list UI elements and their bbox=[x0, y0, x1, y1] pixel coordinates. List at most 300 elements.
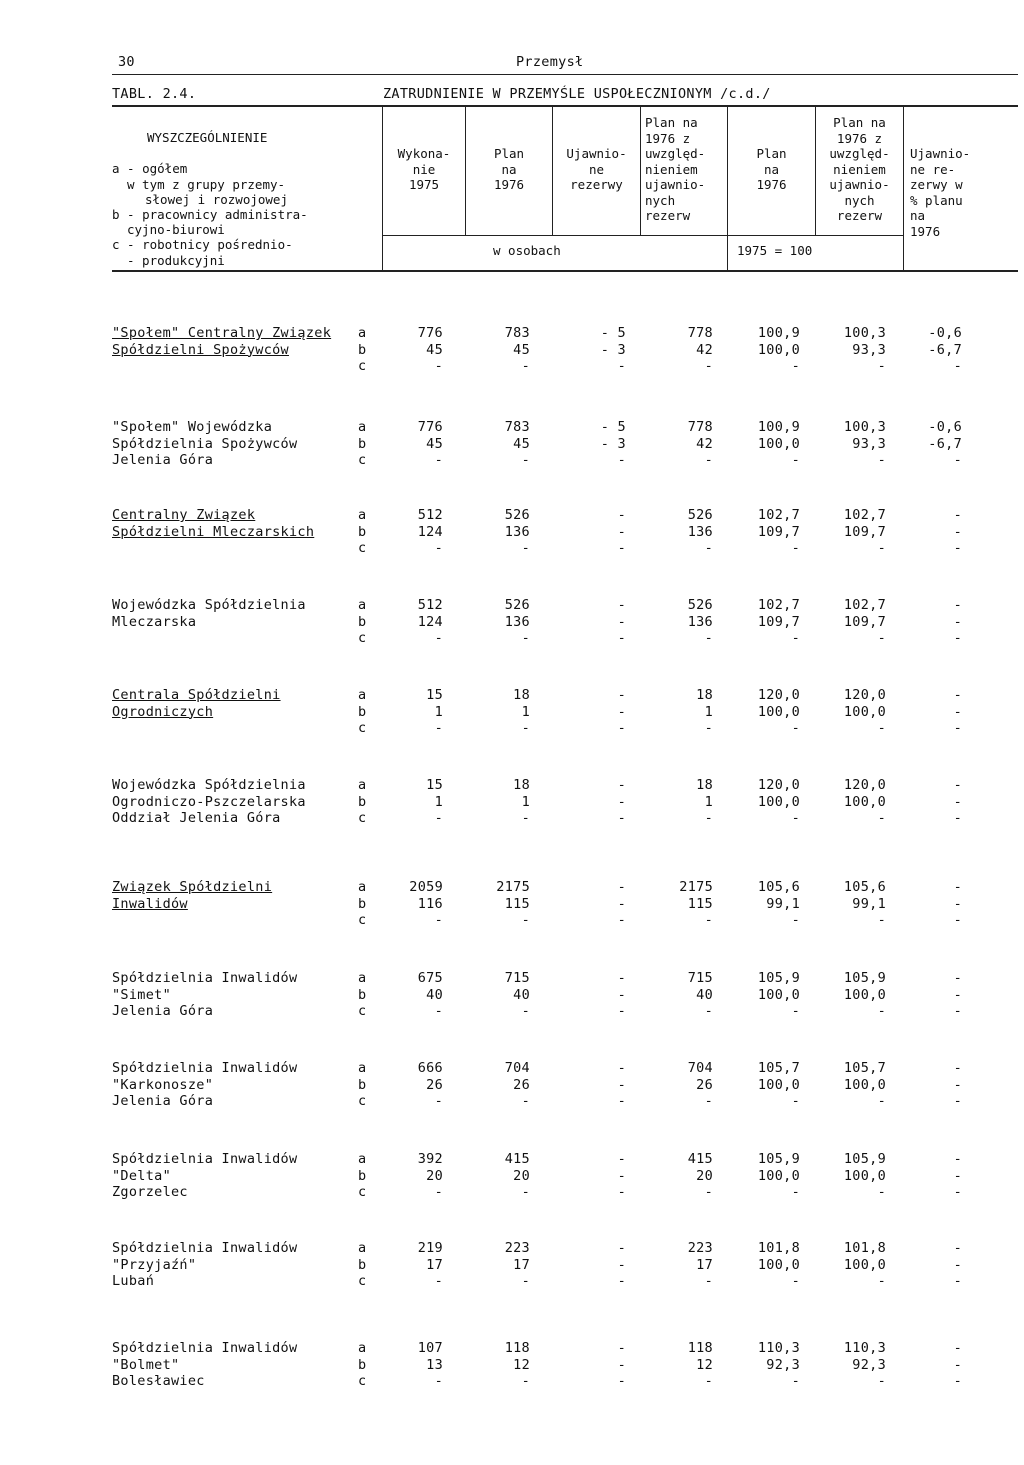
table-cell: 100,0 bbox=[843, 703, 886, 720]
table-cell: 109,7 bbox=[757, 613, 800, 630]
table-cell: - bbox=[953, 1060, 962, 1076]
table-cell: - bbox=[617, 1240, 626, 1256]
table-cell: 415 bbox=[687, 1151, 713, 1167]
table-cell: 100,0 bbox=[757, 341, 800, 358]
table-cell: 45 bbox=[513, 435, 530, 452]
table-cell: 778 bbox=[687, 325, 713, 341]
table-cell: - bbox=[434, 452, 443, 468]
table-cell: 1 bbox=[434, 793, 443, 810]
row-label: Związek Spółdzielni bbox=[112, 879, 273, 895]
table-cell: 100,9 bbox=[757, 419, 800, 435]
table-cell: - bbox=[953, 452, 962, 468]
row-label: "Społem" Wojewódzka bbox=[112, 419, 273, 435]
table-cell: - bbox=[953, 1256, 962, 1273]
col7-header: Ujawnio- ne re- zerwy w % planu na 1976 bbox=[910, 146, 971, 239]
table-cell: - bbox=[953, 1340, 962, 1356]
table-cell: 13 bbox=[426, 1356, 443, 1373]
table-cell: - bbox=[791, 1093, 800, 1109]
col2-header: Plan na 1976 bbox=[493, 146, 525, 192]
table-cell: - bbox=[521, 810, 530, 826]
table-cell: - bbox=[953, 777, 962, 793]
table-cell: 136 bbox=[687, 613, 713, 630]
col5-header: Plan na 1976 bbox=[756, 146, 787, 192]
header-top-rule bbox=[112, 105, 1018, 107]
table-cell: 100,0 bbox=[843, 986, 886, 1003]
table-cell: - bbox=[791, 912, 800, 928]
table-cell: - bbox=[953, 613, 962, 630]
table-cell: 110,3 bbox=[843, 1340, 886, 1356]
table-cell: - bbox=[877, 810, 886, 826]
table-cell: 100,0 bbox=[757, 793, 800, 810]
row-label: Spółdzielni Spożywców bbox=[112, 341, 289, 358]
table-cell: - bbox=[704, 1093, 713, 1109]
table-cell: 102,7 bbox=[757, 597, 800, 613]
row-letter: c bbox=[358, 720, 367, 736]
table-cell: - bbox=[617, 523, 626, 540]
table-cell: - bbox=[617, 1184, 626, 1200]
row-letter: b bbox=[358, 1167, 367, 1184]
table-cell: 783 bbox=[504, 419, 530, 435]
table-cell: 26 bbox=[426, 1076, 443, 1093]
row-letter: c bbox=[358, 630, 367, 646]
table-cell: - bbox=[791, 1373, 800, 1389]
vline-7 bbox=[903, 106, 904, 270]
table-cell: - bbox=[617, 879, 626, 895]
table-cell: - bbox=[521, 720, 530, 736]
table-cell: 45 bbox=[426, 435, 443, 452]
table-cell: 18 bbox=[696, 687, 713, 703]
table-cell: - bbox=[617, 597, 626, 613]
table-cell: - bbox=[617, 1273, 626, 1289]
table-cell: 124 bbox=[417, 523, 443, 540]
table-cell: 40 bbox=[426, 986, 443, 1003]
table-cell: - bbox=[521, 912, 530, 928]
stub-b: b - pracownicy administra- bbox=[112, 207, 308, 222]
table-cell: 136 bbox=[687, 523, 713, 540]
units-persons: w osobach bbox=[493, 243, 561, 258]
table-cell: - bbox=[953, 1151, 962, 1167]
table-cell: - bbox=[877, 1273, 886, 1289]
row-label: Spółdzielnia Inwalidów bbox=[112, 1060, 298, 1076]
table-cell: - bbox=[953, 810, 962, 826]
row-letter: b bbox=[358, 613, 367, 630]
table-cell: 1 bbox=[704, 703, 713, 720]
table-number: TABL. 2.4. bbox=[112, 86, 197, 102]
row-letter: b bbox=[358, 523, 367, 540]
table-cell: - bbox=[704, 358, 713, 374]
table-cell: - bbox=[791, 540, 800, 556]
stub-a-2: w tym z grupy przemy- bbox=[127, 177, 286, 192]
table-cell: - bbox=[877, 1373, 886, 1389]
table-cell: 100,0 bbox=[757, 1076, 800, 1093]
table-cell: - bbox=[791, 1184, 800, 1200]
table-cell: - bbox=[434, 1093, 443, 1109]
row-label: "Simet" bbox=[112, 986, 171, 1003]
table-cell: - bbox=[521, 1184, 530, 1200]
row-letter: a bbox=[358, 597, 367, 613]
table-cell: 118 bbox=[504, 1340, 530, 1356]
row-letter: c bbox=[358, 1184, 367, 1200]
table-cell: - bbox=[434, 358, 443, 374]
row-letter: a bbox=[358, 419, 367, 435]
table-cell: 105,9 bbox=[843, 1151, 886, 1167]
table-cell: 40 bbox=[696, 986, 713, 1003]
table-cell: - bbox=[791, 720, 800, 736]
table-cell: -6,7 bbox=[928, 341, 962, 358]
row-label: Spółdzielnia Inwalidów bbox=[112, 970, 298, 986]
row-label: Ogrodniczych bbox=[112, 703, 214, 720]
table-cell: - bbox=[434, 1184, 443, 1200]
table-cell: - bbox=[434, 1373, 443, 1389]
table-cell: - bbox=[877, 720, 886, 736]
table-cell: 100,0 bbox=[843, 1076, 886, 1093]
row-label: Oddział Jelenia Góra bbox=[112, 810, 281, 826]
table-cell: 20 bbox=[513, 1167, 530, 1184]
row-letter: c bbox=[358, 1373, 367, 1389]
table-cell: - bbox=[953, 793, 962, 810]
table-cell: 526 bbox=[504, 507, 530, 523]
stub-a: a - ogółem bbox=[112, 161, 188, 176]
table-cell: - bbox=[704, 912, 713, 928]
col4-header: Plan na 1976 z uwzględ- nieniem ujawnio- nych rezerw bbox=[645, 115, 706, 223]
table-cell: - bbox=[617, 810, 626, 826]
table-cell: 2175 bbox=[679, 879, 713, 895]
table-cell: - bbox=[617, 1356, 626, 1373]
table-cell: - bbox=[617, 1093, 626, 1109]
table-cell: - bbox=[434, 1003, 443, 1019]
row-label: Inwalidów bbox=[112, 895, 188, 912]
table-cell: - bbox=[617, 1151, 626, 1167]
row-letter: c bbox=[358, 1003, 367, 1019]
row-letter: c bbox=[358, 452, 367, 468]
table-cell: 100,0 bbox=[757, 435, 800, 452]
row-letter: b bbox=[358, 1076, 367, 1093]
row-letter: b bbox=[358, 986, 367, 1003]
table-cell: - bbox=[617, 1076, 626, 1093]
table-cell: 120,0 bbox=[757, 687, 800, 703]
table-cell: 99,1 bbox=[766, 895, 800, 912]
table-cell: 223 bbox=[504, 1240, 530, 1256]
table-cell: - bbox=[434, 720, 443, 736]
col6-header: Plan na 1976 z uwzględ- nieniem ujawnio- nych rezerw bbox=[829, 115, 890, 223]
table-cell: 100,0 bbox=[843, 1256, 886, 1273]
table-cell: 101,8 bbox=[757, 1240, 800, 1256]
table-cell: - bbox=[953, 703, 962, 720]
table-cell: - bbox=[953, 540, 962, 556]
row-label: Spółdzielnia Inwalidów bbox=[112, 1340, 298, 1356]
row-letter: c bbox=[358, 540, 367, 556]
table-cell: - bbox=[953, 1003, 962, 1019]
table-cell: 102,7 bbox=[843, 597, 886, 613]
row-label: Jelenia Góra bbox=[112, 1093, 214, 1109]
row-letter: c bbox=[358, 810, 367, 826]
table-cell: - bbox=[617, 970, 626, 986]
row-label: Ogrodniczo-Pszczelarska bbox=[112, 793, 306, 810]
top-rule bbox=[112, 74, 1018, 75]
table-cell: 100,9 bbox=[757, 325, 800, 341]
page-number: 30 bbox=[118, 54, 135, 70]
stub-heading: WYSZCZEGÓLNIENIE bbox=[147, 130, 268, 145]
table-cell: 15 bbox=[426, 687, 443, 703]
table-cell: 115 bbox=[687, 895, 713, 912]
table-cell: 100,0 bbox=[757, 986, 800, 1003]
table-cell: - bbox=[953, 1167, 962, 1184]
table-cell: - bbox=[877, 630, 886, 646]
table-cell: - bbox=[704, 452, 713, 468]
table-cell: - bbox=[617, 1340, 626, 1356]
table-cell: 12 bbox=[513, 1356, 530, 1373]
stub-a-3: słowej i rozwojowej bbox=[145, 192, 288, 207]
table-cell: 2175 bbox=[496, 879, 530, 895]
table-cell: - bbox=[953, 1273, 962, 1289]
table-cell: 2059 bbox=[409, 879, 443, 895]
row-label: "Przyjaźń" bbox=[112, 1256, 197, 1273]
table-cell: 715 bbox=[687, 970, 713, 986]
table-cell: - bbox=[521, 452, 530, 468]
table-cell: - bbox=[953, 597, 962, 613]
vline-4 bbox=[640, 106, 641, 235]
table-cell: 783 bbox=[504, 325, 530, 341]
table-cell: 102,7 bbox=[843, 507, 886, 523]
table-cell: 105,7 bbox=[757, 1060, 800, 1076]
table-cell: 105,9 bbox=[757, 1151, 800, 1167]
table-cell: - bbox=[617, 720, 626, 736]
table-cell: - bbox=[617, 703, 626, 720]
table-cell: - bbox=[953, 358, 962, 374]
table-cell: 1 bbox=[521, 703, 530, 720]
table-cell: 512 bbox=[417, 507, 443, 523]
table-cell: 120,0 bbox=[757, 777, 800, 793]
table-cell: 105,6 bbox=[843, 879, 886, 895]
row-letter: b bbox=[358, 341, 367, 358]
row-letter: a bbox=[358, 970, 367, 986]
row-label: "Delta" bbox=[112, 1167, 171, 1184]
row-letter: a bbox=[358, 325, 367, 341]
row-letter: b bbox=[358, 435, 367, 452]
table-cell: - bbox=[791, 358, 800, 374]
table-cell: - bbox=[617, 630, 626, 646]
row-label: Lubań bbox=[112, 1273, 155, 1289]
table-cell: - bbox=[953, 1240, 962, 1256]
table-cell: - bbox=[953, 986, 962, 1003]
table-cell: 15 bbox=[426, 777, 443, 793]
row-letter: a bbox=[358, 1151, 367, 1167]
table-cell: - bbox=[877, 1184, 886, 1200]
table-cell: 18 bbox=[696, 777, 713, 793]
table-cell: 92,3 bbox=[852, 1356, 886, 1373]
table-cell: - bbox=[953, 879, 962, 895]
table-cell: - bbox=[617, 1003, 626, 1019]
table-cell: - bbox=[953, 523, 962, 540]
table-cell: - bbox=[953, 1076, 962, 1093]
row-letter: a bbox=[358, 1060, 367, 1076]
table-cell: 17 bbox=[696, 1256, 713, 1273]
table-cell: 415 bbox=[504, 1151, 530, 1167]
table-cell: 124 bbox=[417, 613, 443, 630]
table-cell: 40 bbox=[513, 986, 530, 1003]
table-cell: 526 bbox=[687, 597, 713, 613]
table-cell: - bbox=[877, 1003, 886, 1019]
table-cell: - bbox=[953, 630, 962, 646]
row-letter: a bbox=[358, 687, 367, 703]
table-cell: 102,7 bbox=[757, 507, 800, 523]
table-cell: - bbox=[791, 452, 800, 468]
table-cell: 105,9 bbox=[757, 970, 800, 986]
table-cell: - bbox=[877, 452, 886, 468]
table-cell: - bbox=[704, 1184, 713, 1200]
table-cell: 778 bbox=[687, 419, 713, 435]
header-bottom-rule bbox=[112, 270, 1018, 272]
table-cell: 136 bbox=[504, 613, 530, 630]
row-letter: a bbox=[358, 1240, 367, 1256]
table-cell: - bbox=[953, 1356, 962, 1373]
table-cell: 45 bbox=[513, 341, 530, 358]
row-letter: c bbox=[358, 1093, 367, 1109]
col3-header: Ujawnio- ne rezerwy bbox=[566, 146, 627, 192]
table-cell: - bbox=[617, 793, 626, 810]
table-cell: - bbox=[617, 912, 626, 928]
row-label: Jelenia Góra bbox=[112, 452, 214, 468]
table-cell: - bbox=[704, 540, 713, 556]
table-cell: - bbox=[704, 1273, 713, 1289]
table-cell: 136 bbox=[504, 523, 530, 540]
table-cell: 776 bbox=[417, 419, 443, 435]
table-cell: 17 bbox=[513, 1256, 530, 1273]
table-cell: - bbox=[521, 630, 530, 646]
table-cell: 704 bbox=[687, 1060, 713, 1076]
table-cell: 666 bbox=[417, 1060, 443, 1076]
table-cell: 120,0 bbox=[843, 687, 886, 703]
table-cell: - bbox=[521, 1273, 530, 1289]
table-cell: 26 bbox=[696, 1076, 713, 1093]
table-cell: 110,3 bbox=[757, 1340, 800, 1356]
table-cell: - bbox=[953, 970, 962, 986]
table-cell: 105,7 bbox=[843, 1060, 886, 1076]
table-cell: - bbox=[877, 358, 886, 374]
row-letter: a bbox=[358, 879, 367, 895]
table-cell: - bbox=[617, 507, 626, 523]
table-cell: - 5 bbox=[600, 419, 626, 435]
table-cell: 116 bbox=[417, 895, 443, 912]
table-cell: - bbox=[704, 630, 713, 646]
table-cell: 100,0 bbox=[843, 1167, 886, 1184]
table-cell: 118 bbox=[687, 1340, 713, 1356]
table-cell: 100,3 bbox=[843, 325, 886, 341]
table-cell: 100,0 bbox=[843, 793, 886, 810]
table-cell: 704 bbox=[504, 1060, 530, 1076]
table-cell: - bbox=[434, 630, 443, 646]
table-cell: - bbox=[521, 1373, 530, 1389]
row-label: "Bolmet" bbox=[112, 1356, 180, 1373]
table-cell: 92,3 bbox=[766, 1356, 800, 1373]
table-cell: 26 bbox=[513, 1076, 530, 1093]
stub-c: c - robotnicy pośrednio- bbox=[112, 237, 293, 252]
table-cell: - bbox=[877, 540, 886, 556]
row-letter: b bbox=[358, 1356, 367, 1373]
table-cell: - bbox=[617, 687, 626, 703]
table-cell: 100,0 bbox=[757, 1167, 800, 1184]
table-cell: - bbox=[953, 912, 962, 928]
table-cell: 526 bbox=[504, 597, 530, 613]
table-cell: - bbox=[877, 912, 886, 928]
table-title: ZATRUDNIENIE W PRZEMYŚLE USPOŁECZNIONYM /c.d./ bbox=[383, 86, 771, 102]
row-label: Centralny Związek bbox=[112, 507, 256, 523]
table-cell: 18 bbox=[513, 777, 530, 793]
row-letter: c bbox=[358, 1273, 367, 1289]
table-cell: - bbox=[617, 895, 626, 912]
table-cell: 1 bbox=[704, 793, 713, 810]
row-label: Bolesławiec bbox=[112, 1373, 205, 1389]
table-cell: - bbox=[434, 912, 443, 928]
table-cell: - bbox=[791, 630, 800, 646]
row-letter: c bbox=[358, 912, 367, 928]
table-cell: - bbox=[704, 1373, 713, 1389]
table-cell: - bbox=[617, 358, 626, 374]
table-cell: - 3 bbox=[600, 341, 626, 358]
row-label: Spółdzielnia Spożywców bbox=[112, 435, 298, 452]
row-label: Wojewódzka Spółdzielnia bbox=[112, 597, 306, 613]
row-letter: b bbox=[358, 793, 367, 810]
table-cell: - bbox=[521, 540, 530, 556]
row-letter: b bbox=[358, 1256, 367, 1273]
table-cell: - bbox=[953, 720, 962, 736]
table-cell: - bbox=[521, 1003, 530, 1019]
table-cell: 20 bbox=[696, 1167, 713, 1184]
table-cell: - bbox=[953, 1184, 962, 1200]
table-cell: - bbox=[953, 687, 962, 703]
table-cell: - bbox=[791, 1273, 800, 1289]
table-cell: - bbox=[791, 1003, 800, 1019]
running-title: Przemysł bbox=[516, 54, 584, 70]
table-cell: - bbox=[953, 507, 962, 523]
table-cell: 392 bbox=[417, 1151, 443, 1167]
table-cell: - bbox=[877, 1093, 886, 1109]
table-cell: - bbox=[953, 895, 962, 912]
table-cell: 99,1 bbox=[852, 895, 886, 912]
table-cell: - bbox=[617, 540, 626, 556]
table-cell: 109,7 bbox=[843, 613, 886, 630]
table-cell: 223 bbox=[687, 1240, 713, 1256]
row-label: Zgorzelec bbox=[112, 1184, 188, 1200]
stub-c-2: - produkcyjni bbox=[127, 253, 225, 268]
table-cell: 101,8 bbox=[843, 1240, 886, 1256]
units-rule bbox=[382, 235, 903, 236]
table-cell: - bbox=[617, 777, 626, 793]
table-cell: 100,3 bbox=[843, 419, 886, 435]
table-cell: - bbox=[617, 1256, 626, 1273]
units-index: 1975 = 100 bbox=[737, 243, 813, 258]
table-cell: - bbox=[617, 986, 626, 1003]
table-cell: 100,0 bbox=[757, 1256, 800, 1273]
table-cell: 219 bbox=[417, 1240, 443, 1256]
table-cell: 776 bbox=[417, 325, 443, 341]
row-letter: a bbox=[358, 777, 367, 793]
table-cell: - bbox=[791, 810, 800, 826]
table-cell: - bbox=[617, 1167, 626, 1184]
table-cell: 1 bbox=[434, 703, 443, 720]
table-cell: - bbox=[521, 358, 530, 374]
row-label: Jelenia Góra bbox=[112, 1003, 214, 1019]
table-cell: 675 bbox=[417, 970, 443, 986]
table-cell: 93,3 bbox=[852, 435, 886, 452]
row-label: "Karkonosze" bbox=[112, 1076, 214, 1093]
table-cell: - bbox=[704, 810, 713, 826]
row-letter: b bbox=[358, 703, 367, 720]
table-cell: 109,7 bbox=[757, 523, 800, 540]
col1-header: Wykona- nie 1975 bbox=[397, 146, 451, 192]
table-cell: - 3 bbox=[600, 435, 626, 452]
table-cell: - 5 bbox=[600, 325, 626, 341]
